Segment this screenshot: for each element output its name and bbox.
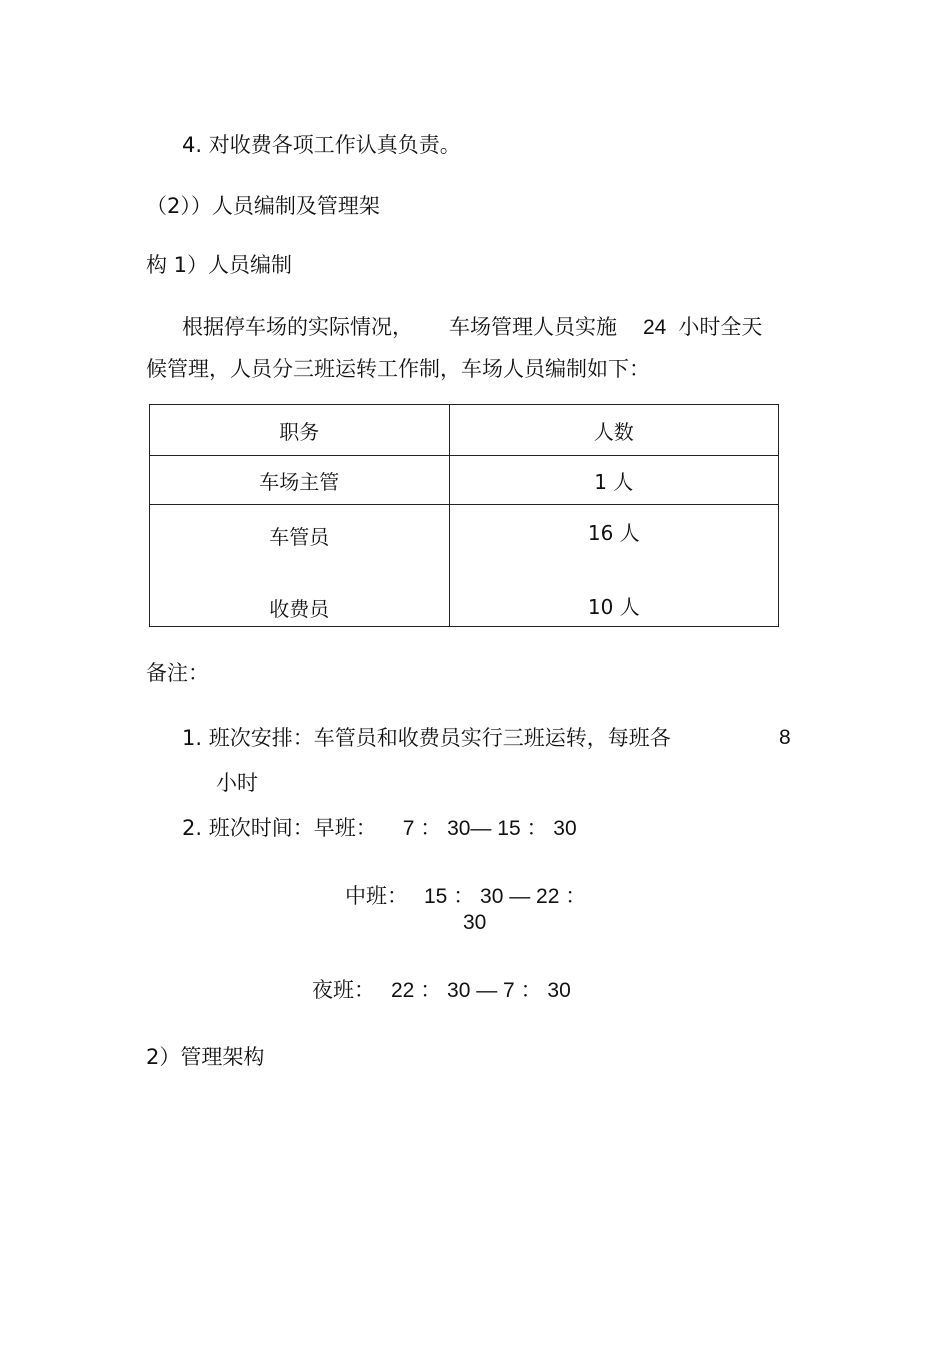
section-heading-structure: 2）管理架构 bbox=[146, 1045, 265, 1069]
cell-role: 车管员 bbox=[269, 525, 330, 549]
header-role: 职务 bbox=[150, 405, 450, 456]
cell-role: 车场主管 bbox=[150, 456, 450, 505]
mid-shift bbox=[345, 882, 586, 911]
cell-count: 1 人 bbox=[449, 456, 778, 505]
mid-shift-time: 15 ： 30 — 22 ： bbox=[424, 885, 587, 908]
cell-role: 收费员 bbox=[269, 597, 330, 621]
mid-shift-label: 中班： bbox=[345, 884, 408, 908]
staffing-table bbox=[149, 404, 779, 627]
note-item-2 bbox=[182, 814, 577, 843]
heading-prefix: 构 bbox=[146, 253, 167, 277]
intro-text-b: 车场管理人员实施 bbox=[449, 315, 617, 339]
cell-count: 16 人 bbox=[587, 521, 640, 545]
header-count: 人数 bbox=[449, 405, 778, 456]
notes-title: 备注： bbox=[146, 661, 209, 685]
table-row-merged bbox=[150, 505, 779, 627]
night-shift-label: 夜班： bbox=[312, 978, 375, 1002]
intro-line-2: 候管理，人员分三班运转工作制，车场人员编制如下： bbox=[146, 357, 650, 381]
cell-role-stack bbox=[150, 505, 450, 627]
duty-item-4: 4. 对收费各项工作认真负责。 bbox=[182, 133, 461, 157]
shift-time-label: 2. 班次时间：早班： bbox=[182, 816, 377, 840]
mid-shift-time-end: 30 bbox=[463, 911, 487, 934]
intro-line-1 bbox=[182, 313, 762, 342]
table-header-row bbox=[150, 405, 779, 456]
early-shift-time: 7 ： 30— 15 ： 30 bbox=[402, 817, 577, 840]
section-heading-staffing-part2 bbox=[146, 251, 292, 279]
cell-count-stack bbox=[449, 505, 778, 627]
night-shift bbox=[312, 976, 571, 1005]
note-item-1-hours: 8 bbox=[779, 726, 791, 749]
night-shift-time: 22 ： 30 — 7 ： 30 bbox=[391, 979, 571, 1002]
cell-count: 10 人 bbox=[587, 595, 640, 619]
note-item-1-unit: 小时 bbox=[216, 771, 258, 795]
note-item-1: 1. 班次安排：车管员和收费员实行三班运转，每班各 bbox=[182, 726, 671, 750]
subheading-staffing: 1）人员编制 bbox=[167, 253, 293, 277]
section-heading-staffing-part1: （2））人员编制及管理架 bbox=[146, 194, 380, 218]
intro-text-d: 小时全天 bbox=[678, 315, 763, 339]
intro-text-a: 根据停车场的实际情况， bbox=[182, 315, 413, 339]
table-row bbox=[150, 456, 779, 505]
intro-hours: 24 bbox=[643, 316, 667, 339]
